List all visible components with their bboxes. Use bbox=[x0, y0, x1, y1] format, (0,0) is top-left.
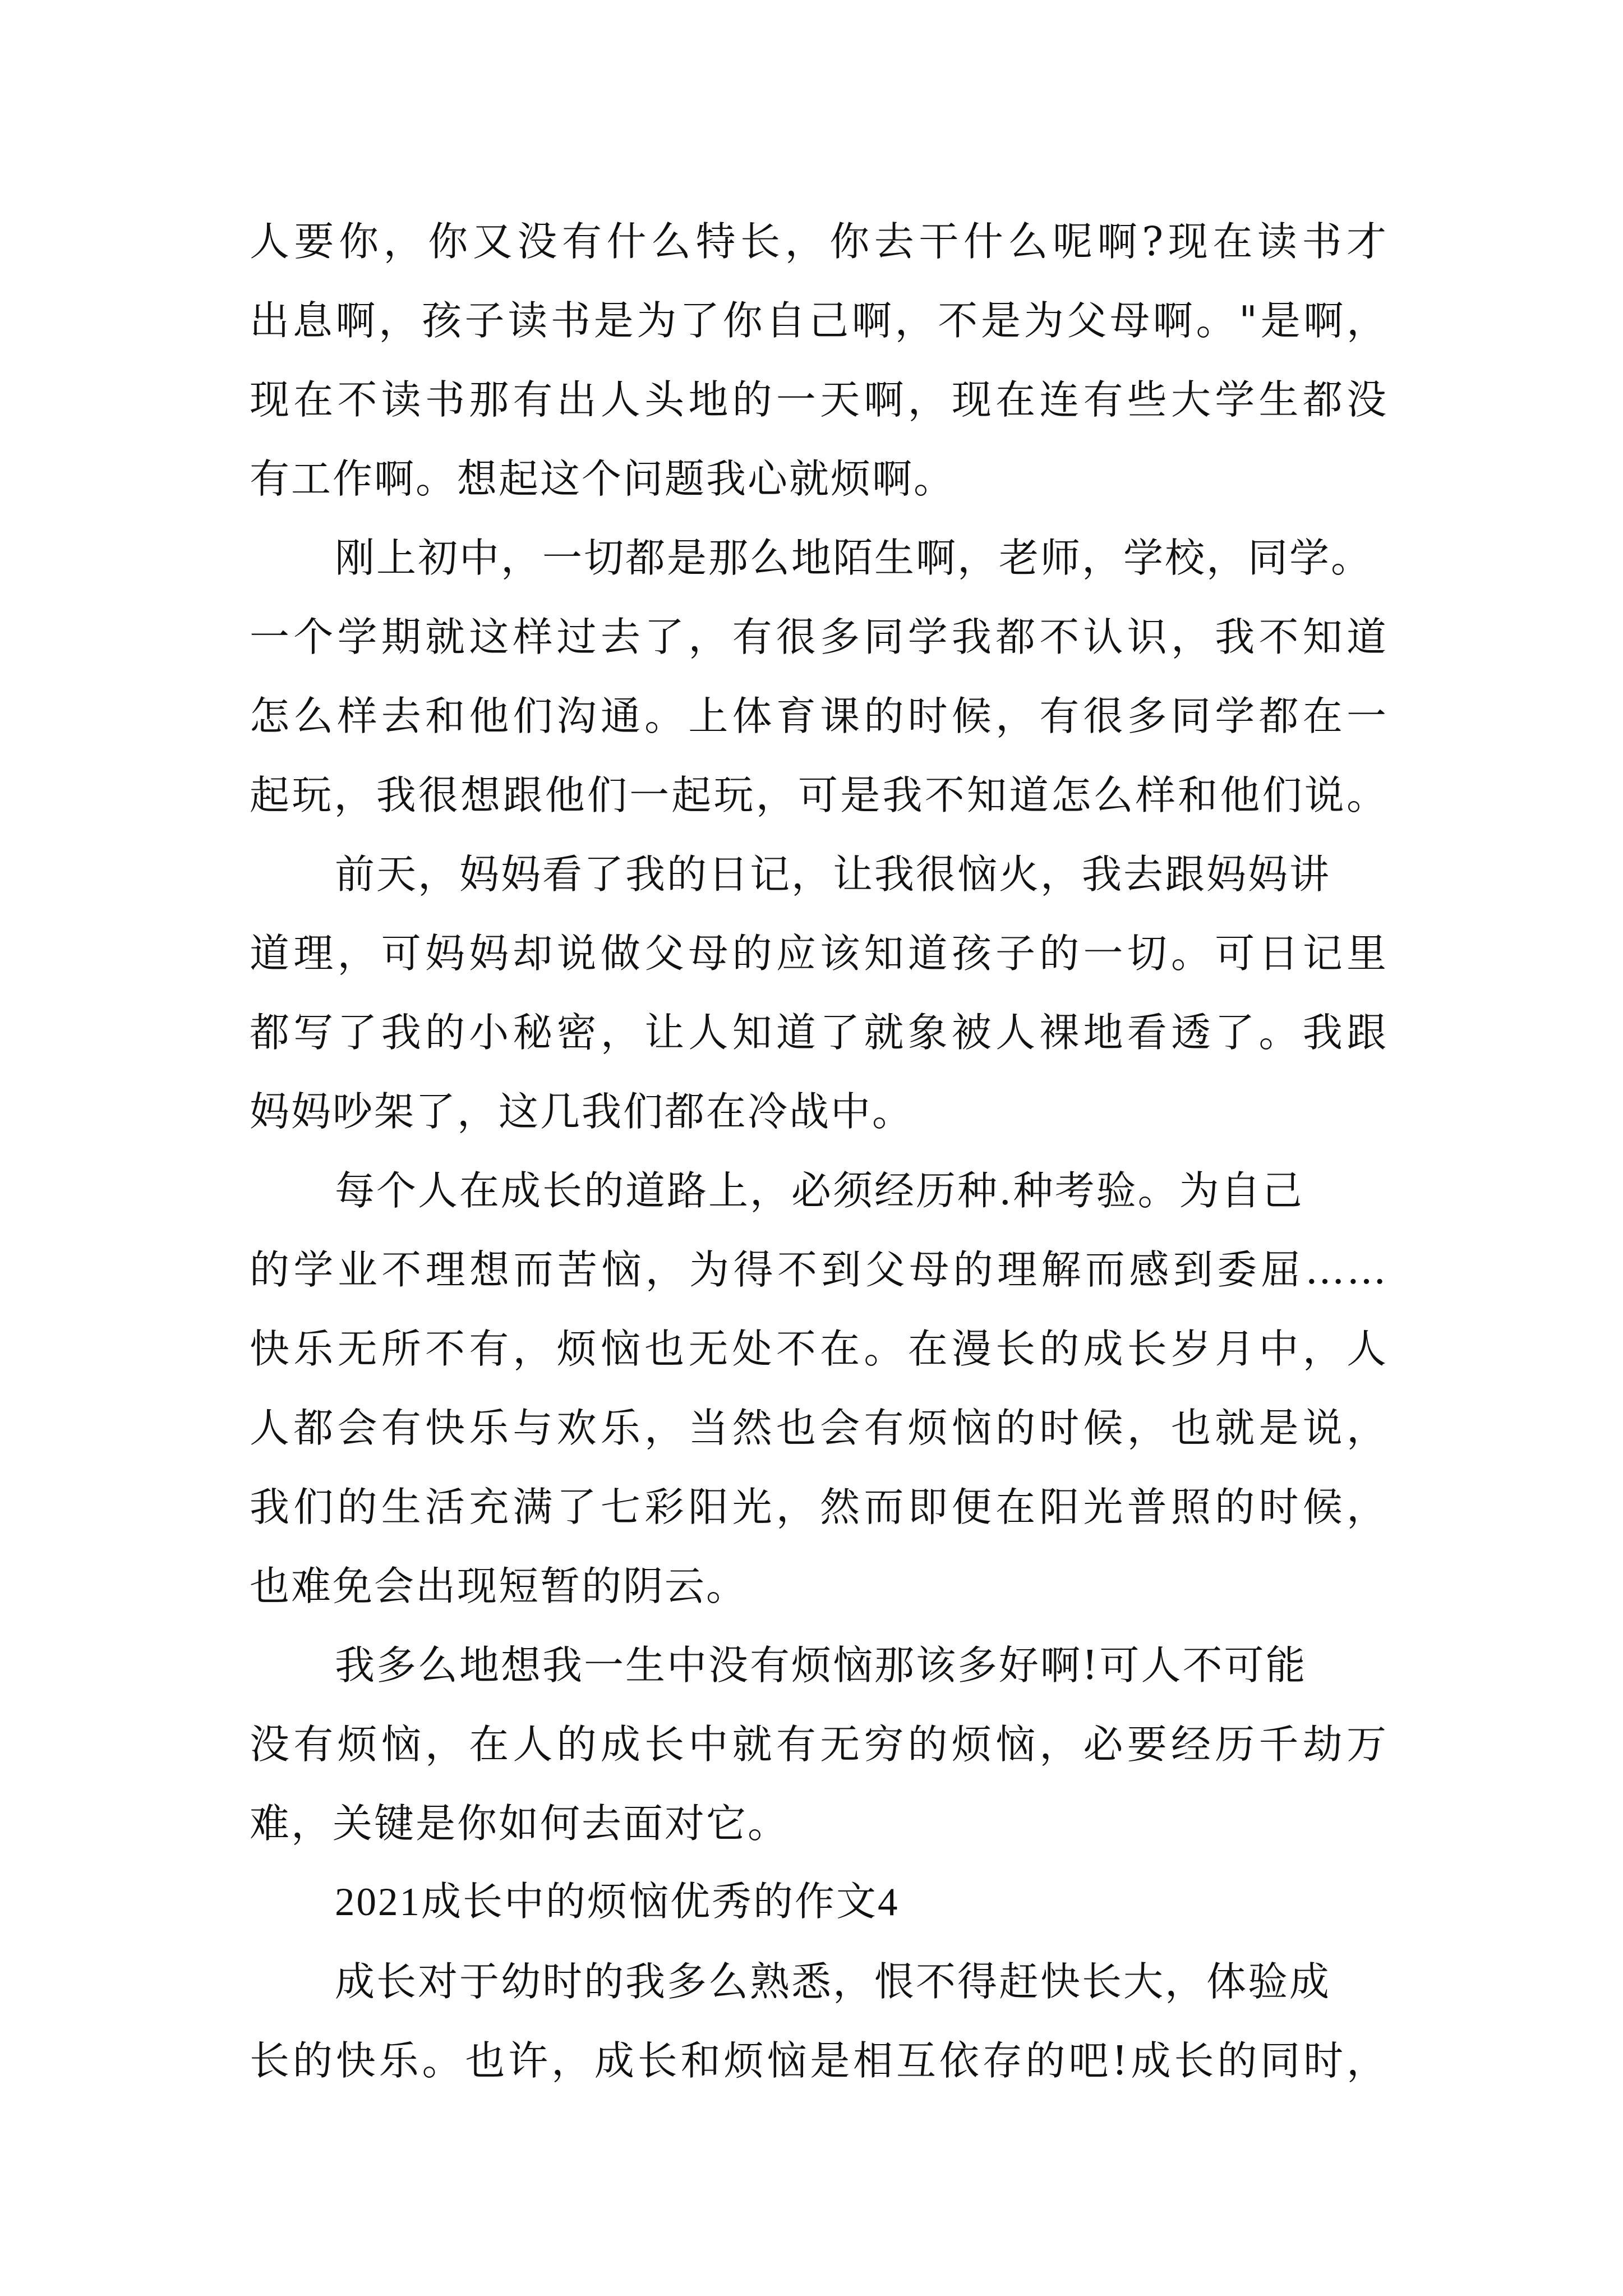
text-line: 有工作啊。想起这个问题我心就烦啊。 bbox=[250, 455, 956, 502]
text-line: 都写了我的小秘密，让人知道了就象被人裸地看透了。我跟 bbox=[250, 1009, 1388, 1056]
paragraph-first-line: 成长对于幼时的我多么熟悉，恨不得赶快长大，体验成 bbox=[335, 1958, 1331, 2005]
text-line: 快乐无所不有，烦恼也无处不在。在漫长的成长岁月中，人 bbox=[250, 1326, 1388, 1372]
text-line: 难，关键是你如何去面对它。 bbox=[250, 1800, 790, 1847]
section-heading: 2021成长中的烦恼优秀的作文4 bbox=[335, 1880, 900, 1924]
text-line: 道理，可妈妈却说做父母的应该知道孩子的一切。可日记里 bbox=[250, 930, 1388, 977]
text-line: 出息啊，孩子读书是为了你自己啊，不是为父母啊。"是啊， bbox=[250, 297, 1388, 344]
text-line: 我们的生活充满了七彩阳光，然而即便在阳光普照的时候， bbox=[250, 1484, 1388, 1530]
text-line: 起玩，我很想跟他们一起玩，可是我不知道怎么样和他们说。 bbox=[250, 772, 1388, 818]
text-line: 长的快乐。也许，成长和烦恼是相互依存的吧!成长的同时， bbox=[250, 2037, 1388, 2084]
paragraph-first-line: 每个人在成长的道路上，必须经历种.种考验。为自己 bbox=[335, 1167, 1304, 1214]
text-line: 的学业不理想而苦恼，为得不到父母的理解而感到委屈…… bbox=[250, 1246, 1388, 1293]
paragraph-first-line: 我多么地想我一生中没有烦恼那该多好啊!可人不可能 bbox=[335, 1642, 1307, 1688]
text-line: 人都会有快乐与欢乐，当然也会有烦恼的时候，也就是说， bbox=[250, 1405, 1388, 1451]
paragraph-first-line: 前天，妈妈看了我的日记，让我很恼火，我去跟妈妈讲 bbox=[335, 851, 1331, 898]
text-line: 怎么样去和他们沟通。上体育课的时候，有很多同学都在一 bbox=[250, 693, 1388, 739]
text-line: 一个学期就这样过去了，有很多同学我都不认识，我不知道 bbox=[250, 614, 1388, 660]
text-line: 现在不读书那有出人头地的一天啊，现在连有些大学生都没 bbox=[250, 376, 1388, 423]
text-line: 没有烦恼，在人的成长中就有无穷的烦恼，必要经历千劫万 bbox=[250, 1721, 1388, 1768]
text-line: 也难免会出现短暂的阴云。 bbox=[250, 1563, 748, 1609]
text-line: 妈妈吵架了，这几我们都在冷战中。 bbox=[250, 1088, 914, 1135]
paragraph-first-line: 刚上初中，一切都是那么地陌生啊，老师，学校，同学。 bbox=[335, 535, 1373, 581]
text-line: 人要你，你又没有什么特长，你去干什么呢啊?现在读书才 bbox=[250, 218, 1388, 265]
essay-body bbox=[250, 202, 1388, 2100]
